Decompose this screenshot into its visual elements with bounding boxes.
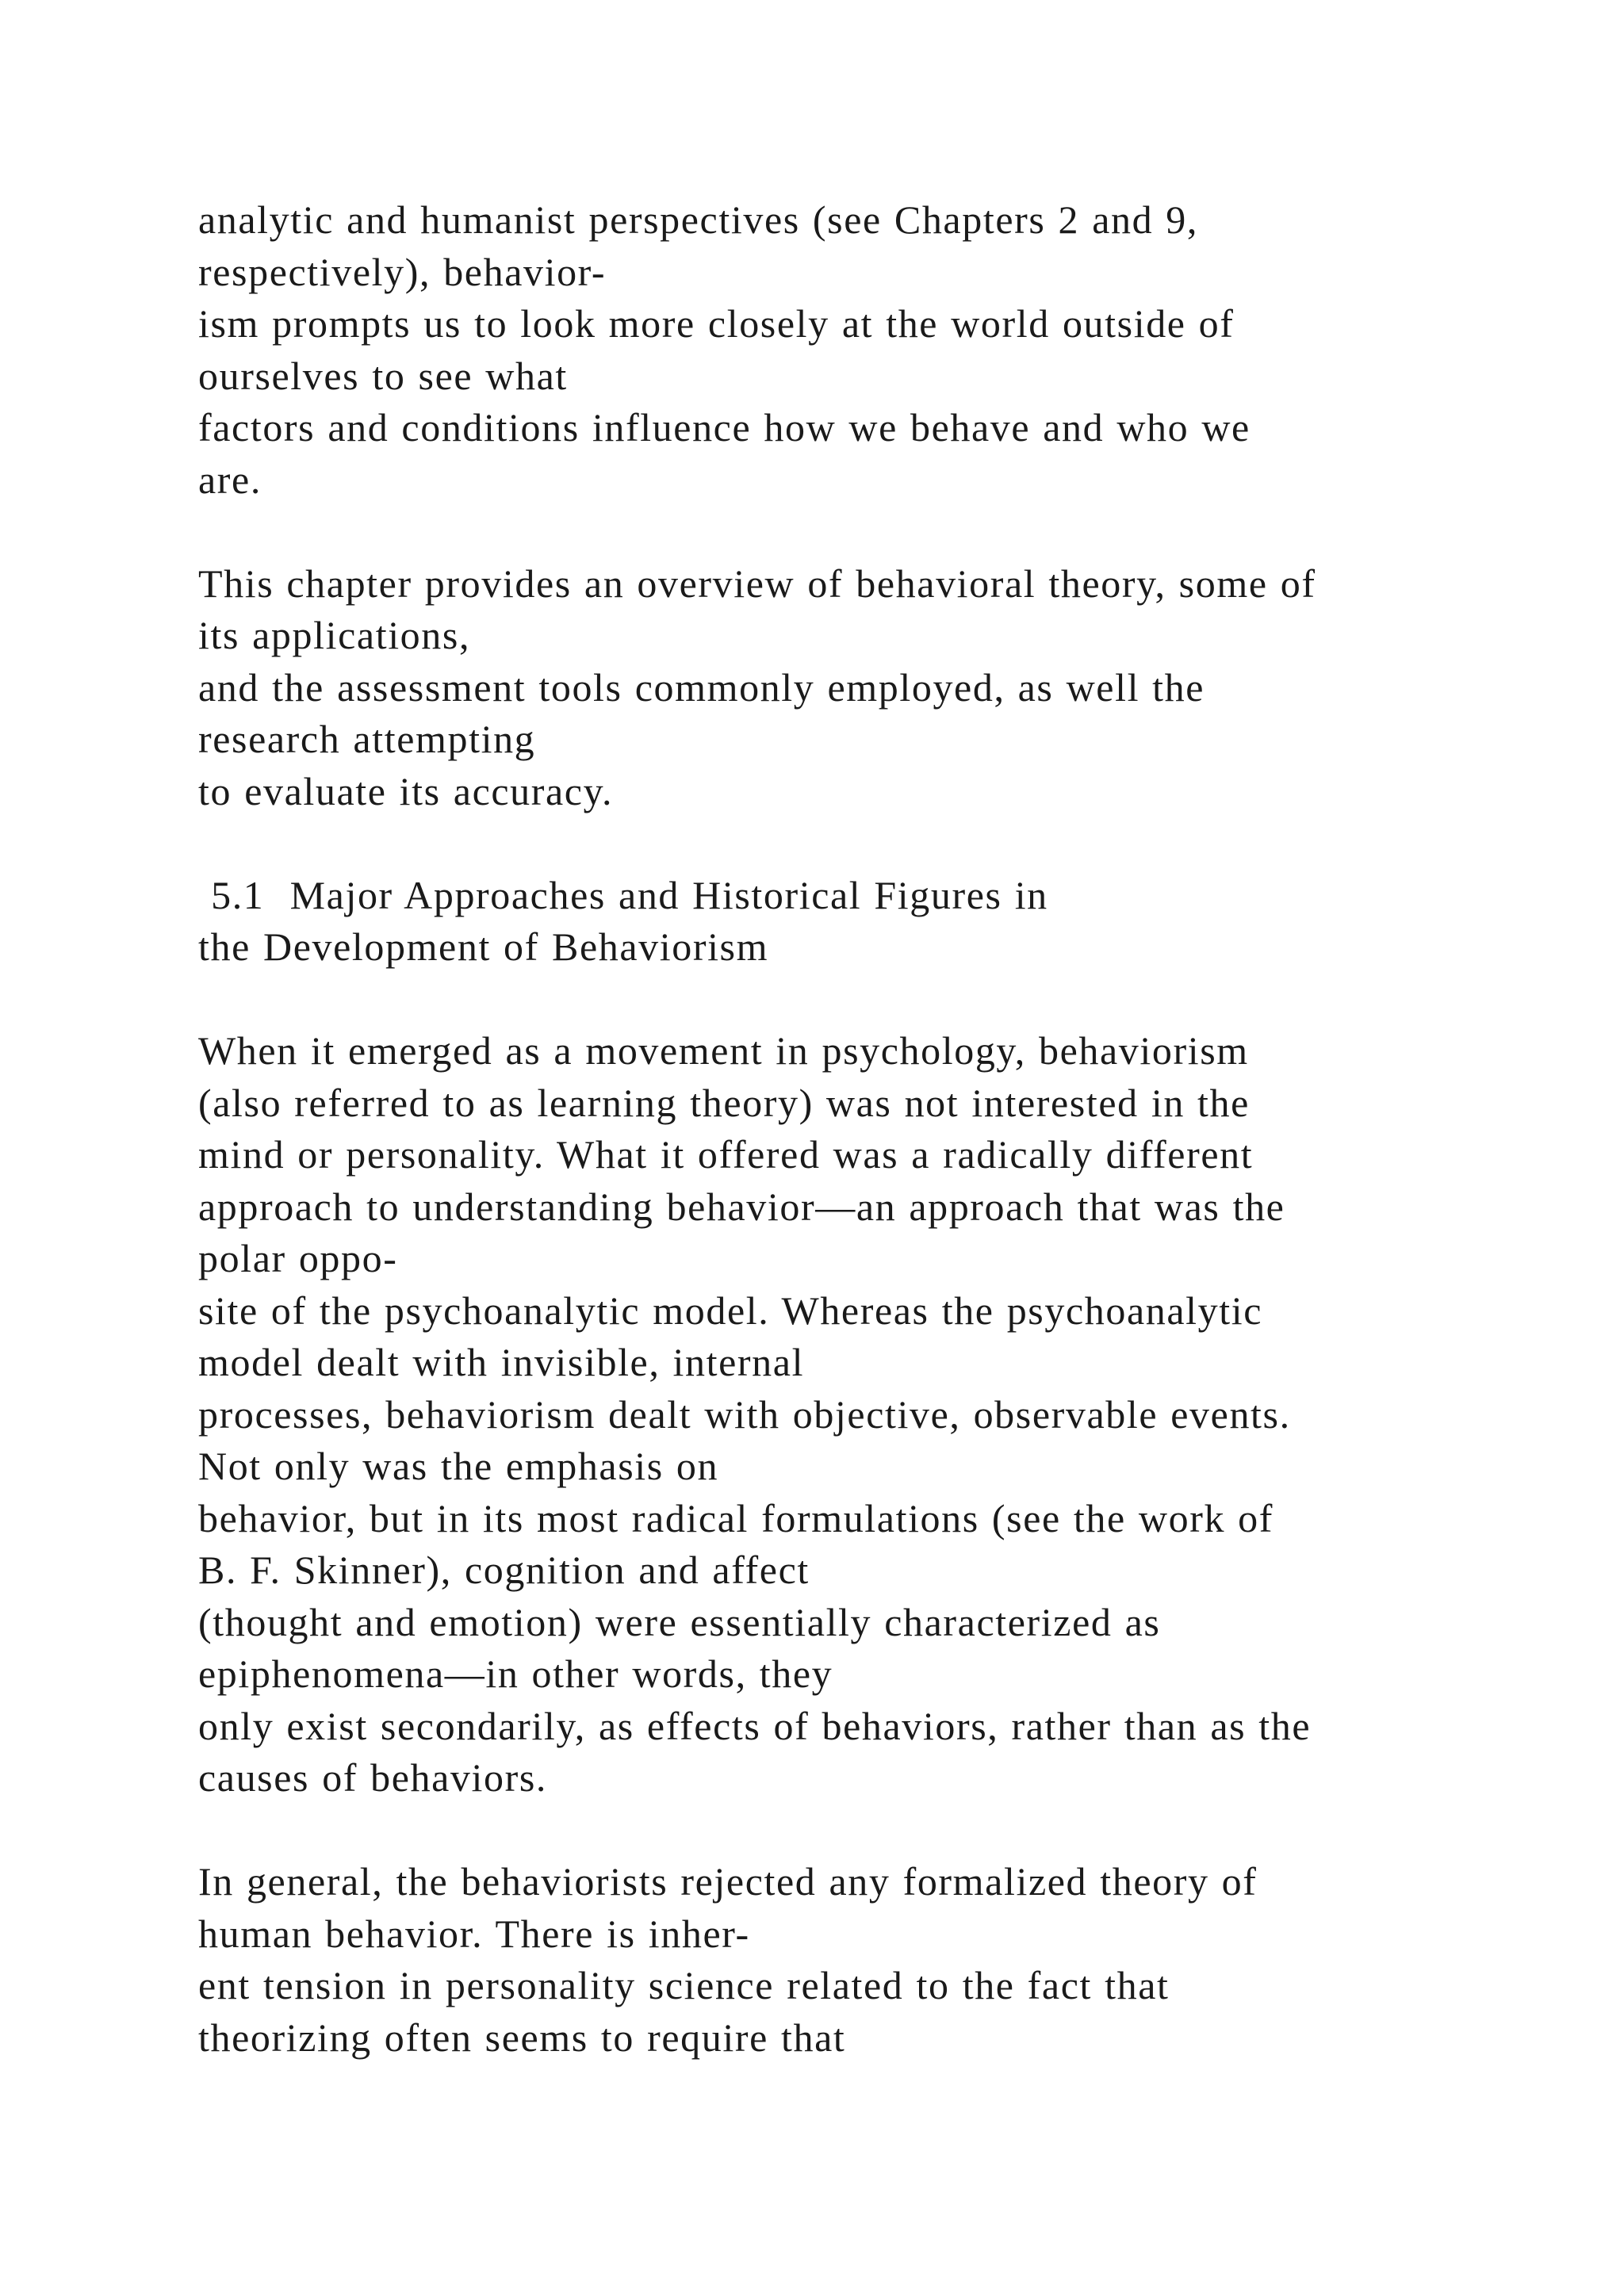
heading-line: the Development of Behaviorism	[198, 924, 769, 969]
text-line: theorizing often seems to require that	[198, 2015, 846, 2060]
text-line: site of the psychoanalytic model. Whereas the psychoanalytic	[198, 1288, 1263, 1333]
section-heading	[198, 870, 1507, 974]
text-line: respectively), behavior-	[198, 249, 607, 294]
text-line: epiphenomena—in other words, they	[198, 1651, 833, 1696]
text-line: only exist secondarily, as effects of behaviors, rather than as the	[198, 1703, 1312, 1748]
text-line: In general, the behaviorists rejected any formalized theory of	[198, 1859, 1258, 1904]
text-line: mind or personality. What it offered was a radically different	[198, 1132, 1254, 1177]
text-line: human behavior. There is inher-	[198, 1911, 750, 1956]
text-line: and the assessment tools commonly employed, as well the	[198, 664, 1205, 710]
text-line: factors and conditions influence how we behave and who we	[198, 405, 1251, 450]
paragraph-gap	[198, 1804, 1507, 1857]
text-line: ism prompts us to look more closely at the world outside of	[198, 301, 1235, 346]
text-line: behavior, but in its most radical formulations (see the work of	[198, 1495, 1274, 1540]
text-line: analytic and humanist perspectives (see Chapters 2 and 9,	[198, 197, 1199, 242]
document-body	[198, 194, 1507, 2064]
text-line: Not only was the emphasis on	[198, 1444, 719, 1488]
paragraph-1	[198, 194, 1507, 506]
text-line: This chapter provides an overview of behavioral theory, some of	[198, 561, 1316, 606]
paragraph-gap	[198, 817, 1507, 870]
text-line: causes of behaviors.	[198, 1755, 548, 1800]
paragraph-gap	[198, 974, 1507, 1026]
paragraph-gap	[198, 506, 1507, 558]
paragraph-4	[198, 1856, 1507, 2064]
text-line: research attempting	[198, 717, 536, 761]
paragraph-3	[198, 1025, 1507, 1804]
heading-line: 5.1 Major Approaches and Historical Figures in	[198, 872, 1048, 917]
text-line: model dealt with invisible, internal	[198, 1340, 805, 1384]
text-line: When it emerged as a movement in psychology, behaviorism	[198, 1028, 1249, 1073]
text-line: (thought and emotion) were essentially characterized as	[198, 1599, 1161, 1644]
text-line: processes, behaviorism dealt with objective, observable events.	[198, 1391, 1291, 1437]
text-line: ourselves to see what	[198, 353, 568, 398]
text-line: to evaluate its accuracy.	[198, 768, 614, 813]
text-line: (also referred to as learning theory) was not interested in the	[198, 1080, 1250, 1125]
paragraph-2	[198, 558, 1507, 818]
text-line: are.	[198, 457, 262, 502]
text-line: ent tension in personality science related to the fact that	[198, 1963, 1170, 2007]
text-line: approach to understanding behavior—an approach that was the	[198, 1184, 1285, 1229]
text-line: polar oppo-	[198, 1236, 398, 1280]
text-line: B. F. Skinner), cognition and affect	[198, 1548, 810, 1592]
text-line: its applications,	[198, 613, 471, 657]
